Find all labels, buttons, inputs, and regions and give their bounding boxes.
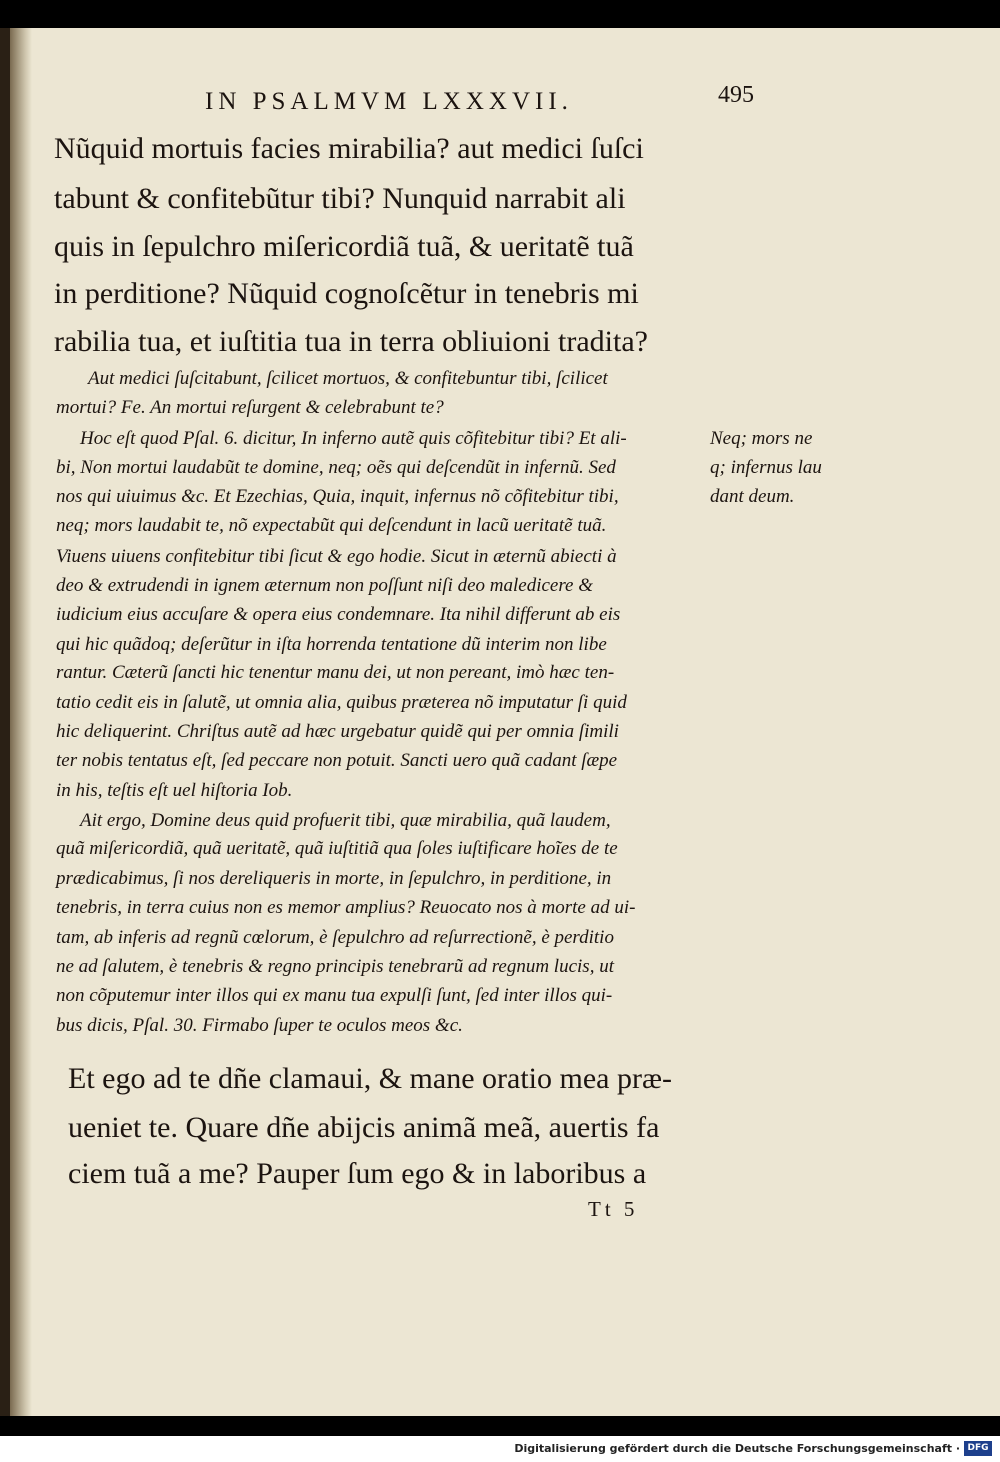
commentary-line: in his, teſtis eſt uel hiſtoria Iob. (56, 780, 293, 801)
dfg-logo-icon: DFG (964, 1441, 992, 1456)
main-text-line: in perditione? Nũquid cognoſcẽtur in tenebris mi (54, 277, 639, 310)
commentary-line: neq; mors laudabit te, nõ expectabũt qui deſcendunt in lacũ ueritatẽ tuã. (56, 515, 607, 536)
margin-note-line: q; infernus lau (710, 457, 822, 478)
main-text-line: ciem tuã a me? Pauper ſum ego & in laboribus a (68, 1157, 647, 1190)
commentary-line: nos qui uiuimus &c. Et Ezechias, Quia, inquit, infernus nõ cõfitebitur tibi, (56, 486, 619, 507)
running-title: IN PSALMVM LXXXVII. (205, 88, 573, 115)
commentary-line: Viuens uiuens confitebitur tibi ſicut & ego hodie. Sicut in æternũ abiecti à (56, 546, 617, 567)
commentary-line: bi, Non mortui laudabũt te domine, neq; oẽs qui deſcendũt in infernũ. Sed (56, 457, 616, 478)
signature-mark: Tt 5 (588, 1197, 639, 1221)
commentary-line: tenebris, in terra cuius non es memor amplius? Reuocato nos à morte ad ui- (56, 897, 636, 918)
commentary-line: ne ad ſalutem, è tenebris & regno principis tenebrarũ ad regnum lucis, ut (56, 956, 614, 977)
main-text-line: quis in ſepulchro miſericordiã tuã, & ueritatẽ tuã (54, 230, 634, 263)
commentary-line: hic deliquerint. Chriſtus autẽ ad hæc urgebatur quidẽ qui per omnia ſimili (56, 721, 619, 742)
margin-note-line: dant deum. (710, 486, 795, 507)
commentary-line: bus dicis, Pſal. 30. Firmabo ſuper te oculos meos &c. (56, 1015, 463, 1036)
commentary-line: Aut medici ſuſcitabunt, ſcilicet mortuos, & confitebuntur tibi, ſcilicet (88, 368, 608, 389)
main-text-line: ueniet te. Quare dñe abijcis animã meã, auertis fa (68, 1111, 660, 1144)
commentary-line: deo & extrudendi in ignem æternum non poſſunt niſi deo maledicere & (56, 575, 594, 596)
commentary-line: ter nobis tentatus eſt, ſed peccare non potuit. Sancti uero quã cadant ſæpe (56, 750, 618, 771)
page-number: 495 (718, 82, 754, 108)
commentary-line: rantur. Cæterũ ſancti hic tenentur manu dei, ut non pereant, imò hæc ten- (56, 662, 615, 683)
commentary-line: qui hic quãdoq; deſerũtur in iſta horrenda tentatione dũ interim non libe (56, 634, 607, 655)
commentary-line: mortui? Fe. An mortui reſurgent & celebrabunt te? (56, 397, 444, 418)
page-gutter (10, 28, 32, 1416)
main-text-line: rabilia tua, et iuſtitia tua in terra obliuioni tradita? (54, 325, 648, 358)
commentary-line: iudicium eius accuſare & opera eius condemnare. Ita nihil differunt ab eis (56, 604, 621, 625)
commentary-line: tam, ab inferis ad regnũ cœlorum, è ſepulchro ad reſurrectionẽ, è perditio (56, 927, 614, 948)
commentary-line: prædicabimus, ſi nos dereliqueris in morte, in ſepulchro, in perditione, in (56, 868, 612, 889)
main-text-line: tabunt & confitebũtur tibi? Nunquid narrabit ali (54, 182, 626, 215)
commentary-line: Ait ergo, Domine deus quid profuerit tibi, quæ mirabilia, quã laudem, (80, 810, 611, 831)
commentary-line: quã miſericordiã, quã ueritatẽ, quã iuſtitiã qua ſoles iuſtificare hoĩes de te (56, 838, 618, 859)
commentary-line: Hoc eſt quod Pſal. 6. dicitur, In inferno autẽ quis cõfitebitur tibi? Et ali- (80, 428, 627, 449)
commentary-line: tatio cedit eis in ſalutẽ, ut omnia alia, quibus præterea nõ imputatur ſi quid (56, 692, 627, 713)
main-text-line: Et ego ad te dñe clamaui, & mane oratio mea præ- (68, 1062, 672, 1095)
funding-credit: Digitalisierung gefördert durch die Deutsche Forschungsgemeinschaft · (514, 1442, 960, 1455)
margin-note-line: Neq; mors ne (710, 428, 813, 449)
footer-bar (0, 1436, 1000, 1462)
main-text-line: Nũquid mortuis facies mirabilia? aut medici ſuſci (54, 132, 644, 165)
commentary-line: non cõputemur inter illos qui ex manu tua expulſi ſunt, ſed inter illos qui- (56, 985, 613, 1006)
